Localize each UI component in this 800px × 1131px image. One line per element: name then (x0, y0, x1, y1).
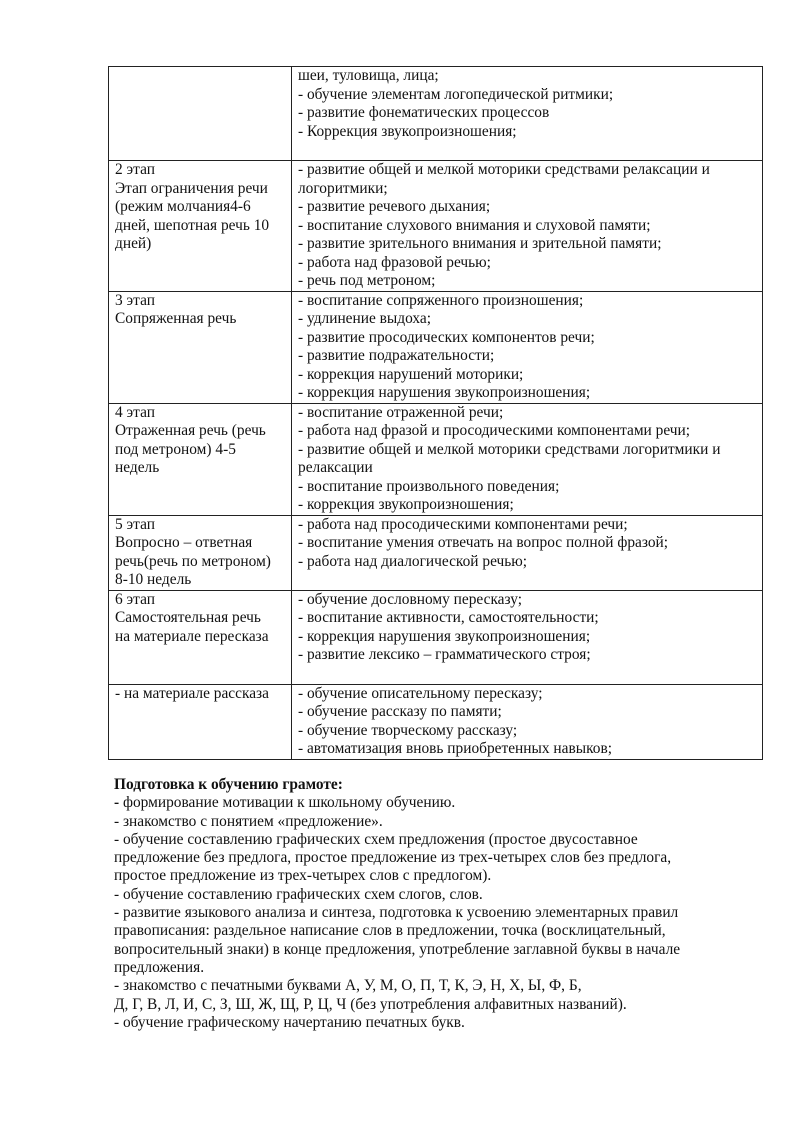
task-line: - работа над фразой и просодическими компонентами речи; (298, 422, 691, 439)
stage-cell (109, 67, 292, 161)
table-row (109, 590, 763, 684)
stage-cell (109, 515, 292, 590)
stage-tasks-cell (292, 291, 763, 403)
table-row (109, 291, 763, 403)
task-line: - речь под метроном; (298, 272, 436, 289)
dash-marker: - (114, 794, 120, 812)
task-line: шеи, туловища, лица; (298, 67, 439, 84)
section-line: Д, Г, В, Л, И, С, З, Ш, Ж, Щ, Р, Ц, Ч (без употребления алфавитных названий). (114, 995, 627, 1013)
section-line: простое предложение из трех-четырех слов с предлогом). (114, 867, 492, 885)
task-line: - воспитание слухового внимания и слуховой памяти; (298, 216, 651, 234)
stage-line: Сопряженная речь (115, 310, 237, 327)
task-line: логоритмики; (298, 179, 388, 197)
table-row (109, 67, 763, 161)
table-row (109, 684, 763, 759)
stage-line: 8-10 недель (115, 571, 192, 588)
task-line: - коррекция нарушения звукопроизношения; (298, 384, 591, 401)
stage-line: дней) (115, 235, 152, 252)
task-line: - развитие лексико – грамматического строя; (298, 646, 591, 663)
task-line: - развитие речевого дыхания; (298, 198, 491, 215)
task-line: - развитие фонематических процессов (298, 104, 550, 121)
stage-line: 3 этап (115, 291, 155, 309)
task-line: - работа над фразовой речью; (298, 253, 491, 271)
task-line: - воспитание отраженной речи; (298, 403, 504, 421)
task-line: - воспитание произвольного поведения; (298, 477, 560, 495)
section-lines (114, 813, 754, 1033)
stage-line: речь(речь по метроном) (115, 552, 271, 570)
task-line: - коррекция звукопроизношения; (298, 496, 514, 513)
stage-tasks-cell (292, 67, 763, 161)
stage-cell (109, 590, 292, 684)
stage-cell (109, 403, 292, 515)
task-line: - развитие просодических компонентов речи; (298, 328, 595, 346)
stage-line: (режим молчания4-6 (115, 198, 251, 215)
task-line: - воспитание умения отвечать на вопрос полной фразой; (298, 534, 669, 551)
task-line: - воспитание активности, самостоятельности; (298, 609, 599, 626)
task-line: - развитие общей и мелкой моторики средствами релаксации и (298, 161, 710, 178)
task-line: - коррекция нарушений моторики; (298, 365, 524, 383)
stage-line: 2 этап (115, 161, 155, 178)
task-line: - обучение дословному пересказу; (298, 590, 523, 608)
literacy-preparation-section (114, 776, 754, 1032)
stage-line: 6 этап (115, 590, 155, 608)
task-line: - автоматизация вновь приобретенных навыков; (298, 740, 613, 757)
task-line: - обучение рассказу по памяти; (298, 703, 502, 720)
table-row (109, 403, 763, 515)
stage-cell (109, 161, 292, 292)
task-line: - работа над диалогической речью; (298, 552, 528, 570)
stage-tasks-cell (292, 515, 763, 590)
task-line: - коррекция нарушения звукопроизношения; (298, 627, 591, 645)
section-line: - обучение составлению графических схем слогов, слов. (114, 885, 483, 903)
section-line: предложение без предлога, простое предложение из трех-четырех слов без предлога, (114, 849, 672, 867)
section-line: вопросительный знаки) в конце предложения, употребление заглавной буквы в начале (114, 940, 681, 958)
task-line: - развитие общей и мелкой моторики средствами логоритмики и (298, 440, 721, 458)
task-line: - удлинение выдоха; (298, 310, 432, 327)
stage-line: Самостоятельная речь (115, 609, 261, 626)
stage-line: под метроном) 4-5 (115, 440, 236, 458)
section-line: - знакомство с понятием «предложение». (114, 812, 383, 830)
table-row (109, 161, 763, 292)
section-line: - обучение графическому начертанию печатных букв. (114, 1013, 465, 1031)
stage-line: дней, шепотная речь 10 (115, 216, 270, 234)
stage-line: - на материале рассказа (115, 684, 269, 702)
stage-line: Вопросно – ответная (115, 534, 253, 551)
task-line: релаксации (298, 459, 373, 476)
stage-tasks-cell (292, 403, 763, 515)
table-row (109, 515, 763, 590)
section-line: - знакомство с печатными буквами А, У, М, О, П, Т, К, Э, Н, Х, Ы, Ф, Б, (114, 977, 582, 995)
task-line: - обучение творческому рассказу; (298, 721, 518, 739)
section-line: правописания: раздельное написание слов в предложении, точка (восклицательный, (114, 922, 666, 940)
task-line: - обучение описательному пересказу; (298, 684, 543, 702)
stage-cell (109, 291, 292, 403)
stage-tasks-cell (292, 161, 763, 292)
therapy-stages-table (108, 66, 763, 760)
task-line: - работа над просодическими компонентами речи; (298, 515, 628, 533)
section-heading: Подготовка к обучению грамоте: (114, 776, 343, 793)
section-first-item (114, 794, 754, 812)
stage-cell (109, 684, 292, 759)
stage-line: 5 этап (115, 515, 155, 533)
stage-line: недель (115, 459, 160, 476)
stage-tasks-cell (292, 590, 763, 684)
section-line: - развитие языкового анализа и синтеза, подготовка к усвоению элементарных правил (114, 904, 679, 922)
stage-line: Отраженная речь (речь (115, 422, 266, 439)
task-line: - воспитание сопряженного произношения; (298, 291, 584, 309)
stage-tasks-cell (292, 684, 763, 759)
stage-line: 4 этап (115, 403, 155, 421)
stage-line: Этап ограничения речи (115, 179, 268, 197)
stage-line: на материале пересказа (115, 627, 269, 645)
first-item-text: формирование мотивации к школьному обучению. (119, 794, 456, 812)
task-line: - обучение элементам логопедической ритмики; (298, 85, 614, 103)
section-line: - обучение составлению графических схем предложения (простое двусоставное (114, 830, 638, 848)
task-line: - Коррекция звукопроизношения; (298, 122, 517, 140)
section-line: предложения. (114, 958, 205, 976)
task-line: - развитие подражательности; (298, 347, 495, 364)
task-line: - развитие зрительного внимания и зрительной памяти; (298, 235, 662, 252)
